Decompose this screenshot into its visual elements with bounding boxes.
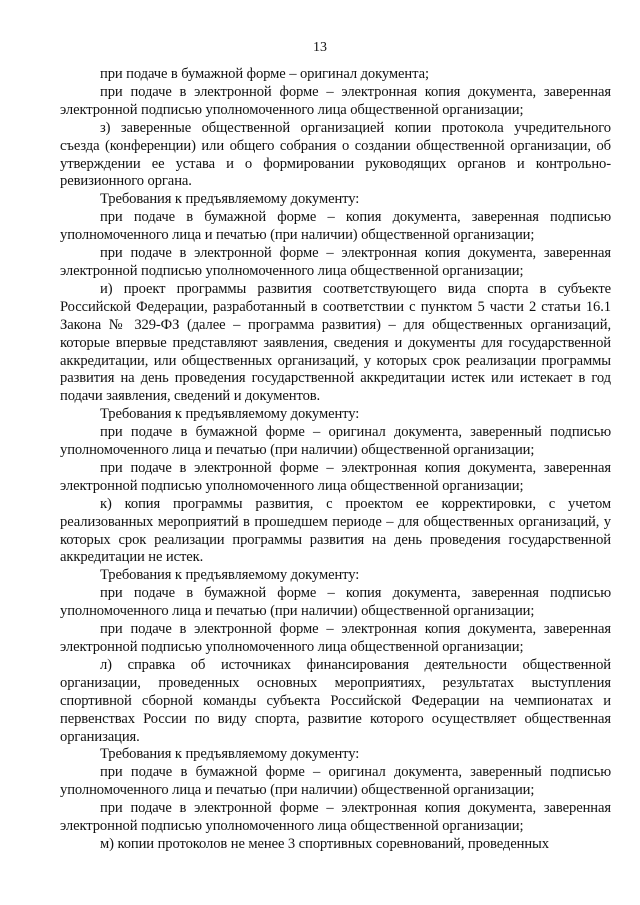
paragraph: при подаче в бумажной форме – копия документа, заверенная подписью уполномоченного лица и печатью (при наличии) общественной организации; — [60, 209, 611, 244]
paragraph: Требования к предъявляемому документу: — [100, 191, 360, 208]
paragraph: при подаче в бумажной форме – оригинал документа, заверенный подписью уполномоченного лица и печатью (при наличии) общественной организации; — [60, 424, 611, 459]
paragraph: при подаче в электронной форме – электронная копия документа, заверенная электронной подписью уполномоченного лица общественной организации; — [60, 245, 611, 279]
paragraph: и) проект программы развития соответствующего вида спорта в субъекте Российской Федерации, разработанный в соответствии с пунктом 5 части 2 статьи 16.1 Закона № 329-ФЗ (далее – программа развития) – для общественных организаций, которые впервые представляют заявления, сведения и документы для государственной аккредитации, или общественных организаций, у которых срок реализации программы развития на день проведения государственной аккредитации истек или истекает в год подачи заявления, сведений и документов. — [60, 280, 611, 405]
paragraph: при подаче в электронной форме – электронная копия документа, заверенная электронной подписью уполномоченного лица общественной организации; — [60, 83, 611, 118]
paragraph: з) заверенные общественной организацией копии протокола учредительного съезда (конференции) или общего собрания о создании общественной организации, об утверждении ее устава и о формировании руководящих органов и контрольно-ревизионного органа. — [60, 119, 611, 190]
paragraph: при подаче в бумажной форме – оригинал документа; — [100, 66, 429, 82]
page-number: 13 — [313, 40, 327, 55]
paragraph: Требования к предъявляемому документу: — [100, 746, 360, 763]
paragraph: при подаче в бумажной форме – копия документа, заверенная подписью уполномоченного лица и печатью (при наличии) общественной организации; — [60, 585, 611, 620]
paragraph: м) копии протоколов не менее 3 спортивных соревнований, проведенных — [100, 835, 549, 852]
paragraph: при подаче в электронной форме – электронная копия документа, заверенная электронной подписью уполномоченного лица общественной организации; — [60, 800, 611, 835]
paragraph: Требования к предъявляемому документу: — [100, 406, 360, 423]
document-body — [60, 66, 611, 854]
paragraph: к) копия программы развития, с проектом ее корректировки, с учетом реализованных мероприятий в прошедшем периоде – для общественных организаций, у которых срок реализации программы развития на день проведения государственной аккредитации не истек. — [60, 495, 611, 566]
paragraph: при подаче в электронной форме – электронная копия документа, заверенная электронной подписью уполномоченного лица общественной организации; — [60, 459, 611, 494]
paragraph: при подаче в электронной форме – электронная копия документа, заверенная электронной подписью уполномоченного лица общественной организации; — [60, 621, 611, 655]
paragraph: Требования к предъявляемому документу: — [100, 567, 360, 584]
paragraph: л) справка об источниках финансирования деятельности общественной организации, проведенных основных мероприятиях, результатах выступления спортивной сборной команды субъекта Российской Федерации на чемпионатах и первенствах России по виду спорта, развитие которого осуществляет общественная организация. — [60, 656, 611, 745]
paragraph: при подаче в бумажной форме – оригинал документа, заверенный подписью уполномоченного лица и печатью (при наличии) общественной организации; — [60, 764, 611, 799]
